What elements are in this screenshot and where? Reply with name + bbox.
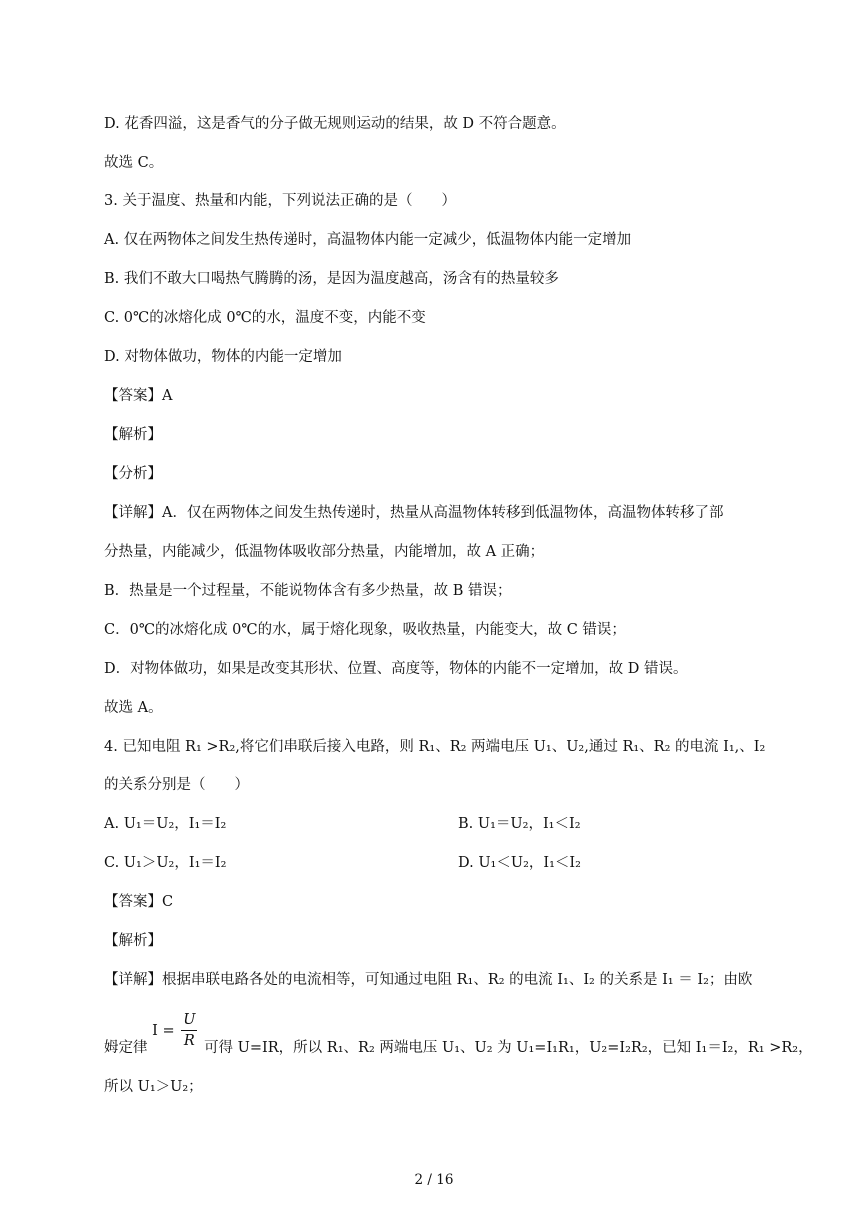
choose-a-line: 故选 A。 [104,700,163,716]
question-3-detail-c: C．0℃的冰熔化成 0℃的水，属于熔化现象，吸收热量，内能变大，故 C 错误； [104,622,626,638]
question-4-stem-line-1: 4. 已知电阻 R₁ >R₂,将它们串联后接入电路，则 R₁、R₂ 两端电压 U₁、U₂,通过 R₁、R₂ 的电流 I₁,、I₂ [104,739,766,755]
ohm-law-suffix: 可得 U=IR，所以 R₁、R₂ 两端电压 U₁、U₂ 为 U₁=I₁R₁，U₂=I₂R₂，已知 I₁＝I₂，R₁ >R₂， [204,1040,813,1056]
question-4-option-c: C. U₁＞U₂，I₁＝I₂ [104,855,227,871]
question-4-detail-line-2 [104,1010,813,1056]
question-3-detail-d: D．对物体做功，如果是改变其形状、位置、高度等，物体的内能不一定增加，故 D 错误。 [104,661,688,677]
question-4-option-d: D. U₁＜U₂，I₁＜I₂ [458,855,581,871]
question-4-detail-line-1: 【详解】根据串联电路各处的电流相等，可知通过电阻 R₁、R₂ 的电流 I₁、I₂ 的关系是 I₁ ＝ I₂；由欧 [104,972,753,988]
option-d-explanation: D. 花香四溢，这是香气的分子做无规则运动的结果，故 D 不符合题意。 [104,116,566,132]
question-4-analysis-label: 【解析】 [104,933,162,949]
formula-denominator: R [183,1033,195,1049]
choose-c-line: 故选 C。 [104,155,164,171]
question-3-option-b: B. 我们不敢大口喝热气腾腾的汤，是因为温度越高，汤含有的热量较多 [104,271,559,287]
question-4-option-a: A. U₁＝U₂，I₁＝I₂ [104,816,227,832]
formula-numerator: U [181,1010,197,1031]
question-4-option-b: B. U₁＝U₂，I₁＜I₂ [458,816,581,832]
question-4-stem-line-2: 的关系分别是（ ） [104,777,249,793]
question-3-fenxi-label: 【分析】 [104,466,162,482]
ohm-law-formula [152,1010,199,1051]
ohm-law-prefix: 姆定律 [104,1040,148,1056]
question-3-stem: 3. 关于温度、热量和内能，下列说法正确的是（ ） [104,193,456,209]
question-3-detail-b: B．热量是一个过程量，不能说物体含有多少热量，故 B 错误； [104,583,512,599]
question-4-detail-line-3: 所以 U₁＞U₂； [104,1079,203,1095]
question-3-analysis-label: 【解析】 [104,427,162,443]
question-3-answer: 【答案】A [104,388,173,404]
question-3-option-d: D. 对物体做功，物体的内能一定增加 [104,349,342,365]
formula-fraction [181,1010,197,1051]
question-3-option-a: A. 仅在两物体之间发生热传递时，高温物体内能一定减少，低温物体内能一定增加 [104,232,632,248]
formula-lhs: I = [152,1022,175,1039]
question-3-detail-line-2: 分热量，内能减少，低温物体吸收部分热量，内能增加，故 A 正确； [104,544,545,560]
question-3-option-c: C. 0℃的冰熔化成 0℃的水，温度不变，内能不变 [104,310,426,326]
question-4-answer: 【答案】C [104,894,174,910]
page-number: 2 / 16 [414,1172,454,1188]
question-3-detail-line-1: 【详解】A．仅在两物体之间发生热传递时，热量从高温物体转移到低温物体，高温物体转移了部 [104,505,724,521]
